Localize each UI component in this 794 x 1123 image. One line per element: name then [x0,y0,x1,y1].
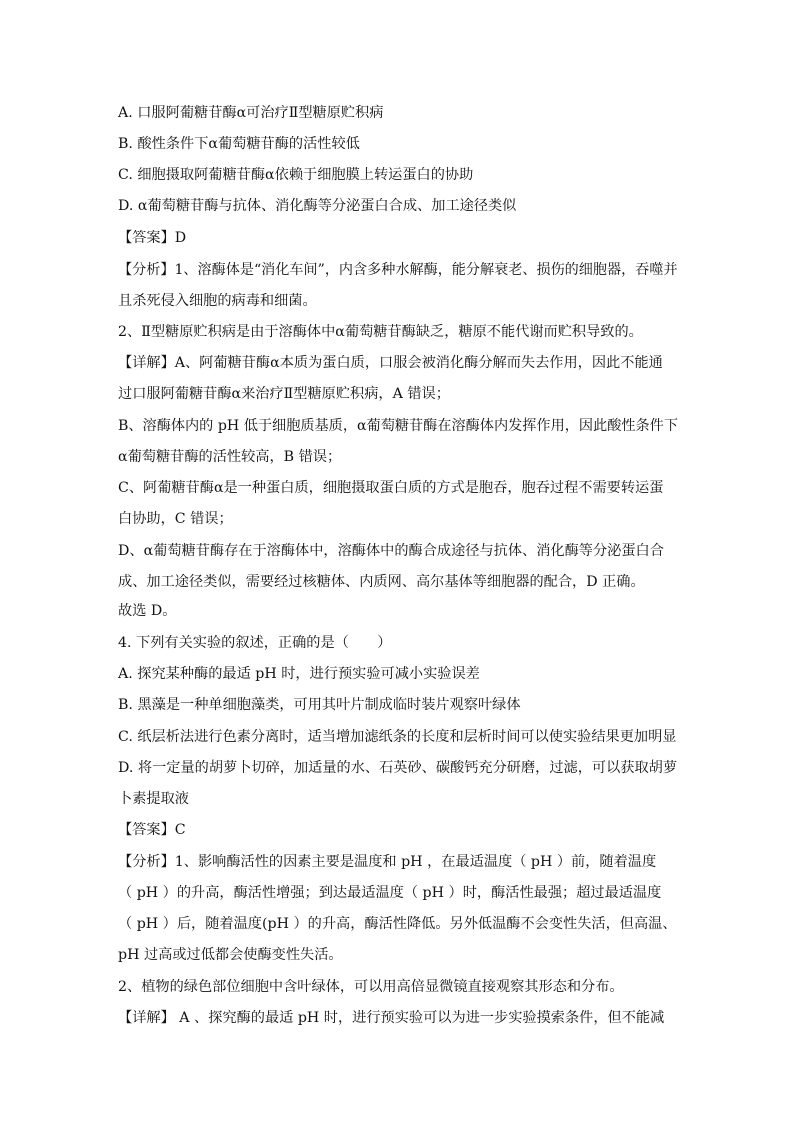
analysis-line: 2、Ⅱ型糖原贮积病是由于溶酶体中α葡萄糖苷酶缺乏，糖原不能代谢而贮积导致的。 [118,324,643,340]
analysis-line: （ pH ）的升高，酶活性增强；到达最适温度（ pH ）时，酶活性最强；超过最适温度 [118,885,662,901]
detail-line: 白协助，C 错误； [118,511,233,527]
detail-line: 【详解】 A 、探究酶的最适 pH 时，进行预实验可以为进一步实验摸索条件，但不能减 [118,1010,665,1026]
option-d: D. α葡萄糖苷酶与抗体、消化酶等分泌蛋白合成、加工途径类似 [118,198,517,214]
detail-line: C、阿葡糖苷酶α是一种蛋白质，细胞摄取蛋白质的方式是胞吞，胞吞过程不需要转运蛋 [118,480,664,496]
analysis-line: 2、植物的绿色部位细胞中含叶绿体，可以用高倍显微镜直接观察其形态和分布。 [118,979,624,995]
detail-line: 【详解】A、阿葡糖苷酶α本质为蛋白质，口服会被消化酶分解而失去作用，因此不能通 [118,355,663,371]
option-a: A. 口服阿葡糖苷酶α可治疗Ⅱ型糖原贮积病 [118,105,384,121]
option-d-continued: 卜素提取液 [118,791,189,807]
question-stem: 4. 下列有关实验的叙述，正确的是（ ） [118,635,392,651]
detail-line: 过口服阿葡糖苷酶α来治疗Ⅱ型糖原贮积病，A 错误； [118,386,450,402]
option-d: D. 将一定量的胡萝卜切碎，加适量的水、石英砂、碳酸钙充分研磨，过滤，可以获取胡萝 [118,760,678,776]
analysis-line: 且杀死侵入细胞的病毒和细菌。 [118,293,317,309]
analysis-line: 【分析】1、溶酶体是“消化车间”，内含多种水解酶，能分解衰老、损伤的细胞器，吞噬并 [118,262,678,278]
detail-line: 成、加工途径类似，需要经过核糖体、内质网、高尔基体等细胞器的配合，D 正确。 [118,574,645,590]
analysis-line: 【分析】1、影响酶活性的因素主要是温度和 pH ，在最适温度（ pH ）前，随着温度 [118,854,657,870]
option-c: C. 纸层析法进行色素分离时，适当增加滤纸条的长度和层析时间可以使实验结果更加明显 [118,729,677,745]
option-a: A. 探究某种酶的最适 pH 时，进行预实验可减小实验误差 [118,666,480,682]
conclusion-line: 故选 D。 [118,603,177,619]
answer-line: 【答案】C [118,822,186,838]
answer-line: 【答案】D [118,230,187,246]
detail-line: D、α葡萄糖苷酶存在于溶酶体中，溶酶体中的酶合成途径与抗体、消化酶等分泌蛋白合 [118,543,664,559]
analysis-line: pH 过高或过低都会使酶变性失活。 [118,947,343,963]
detail-line: B、溶酶体内的 pH 低于细胞质基质，α葡萄糖苷酶在溶酶体内发挥作用，因此酸性条件下 [118,418,678,434]
option-b: B. 黑藻是一种单细胞藻类，可用其叶片制成临时装片观察叶绿体 [118,697,521,713]
analysis-line: （ pH ）后，随着温度(pH ）的升高，酶活性降低。另外低温酶不会变性失活，但高温、 [118,916,677,932]
detail-line: α葡萄糖苷酶的活性较高，B 错误； [118,449,342,465]
option-c: C. 细胞摄取阿葡糖苷酶α依赖于细胞膜上转运蛋白的协助 [118,167,474,183]
option-b: B. 酸性条件下α葡萄糖苷酶的活性较低 [118,136,360,152]
